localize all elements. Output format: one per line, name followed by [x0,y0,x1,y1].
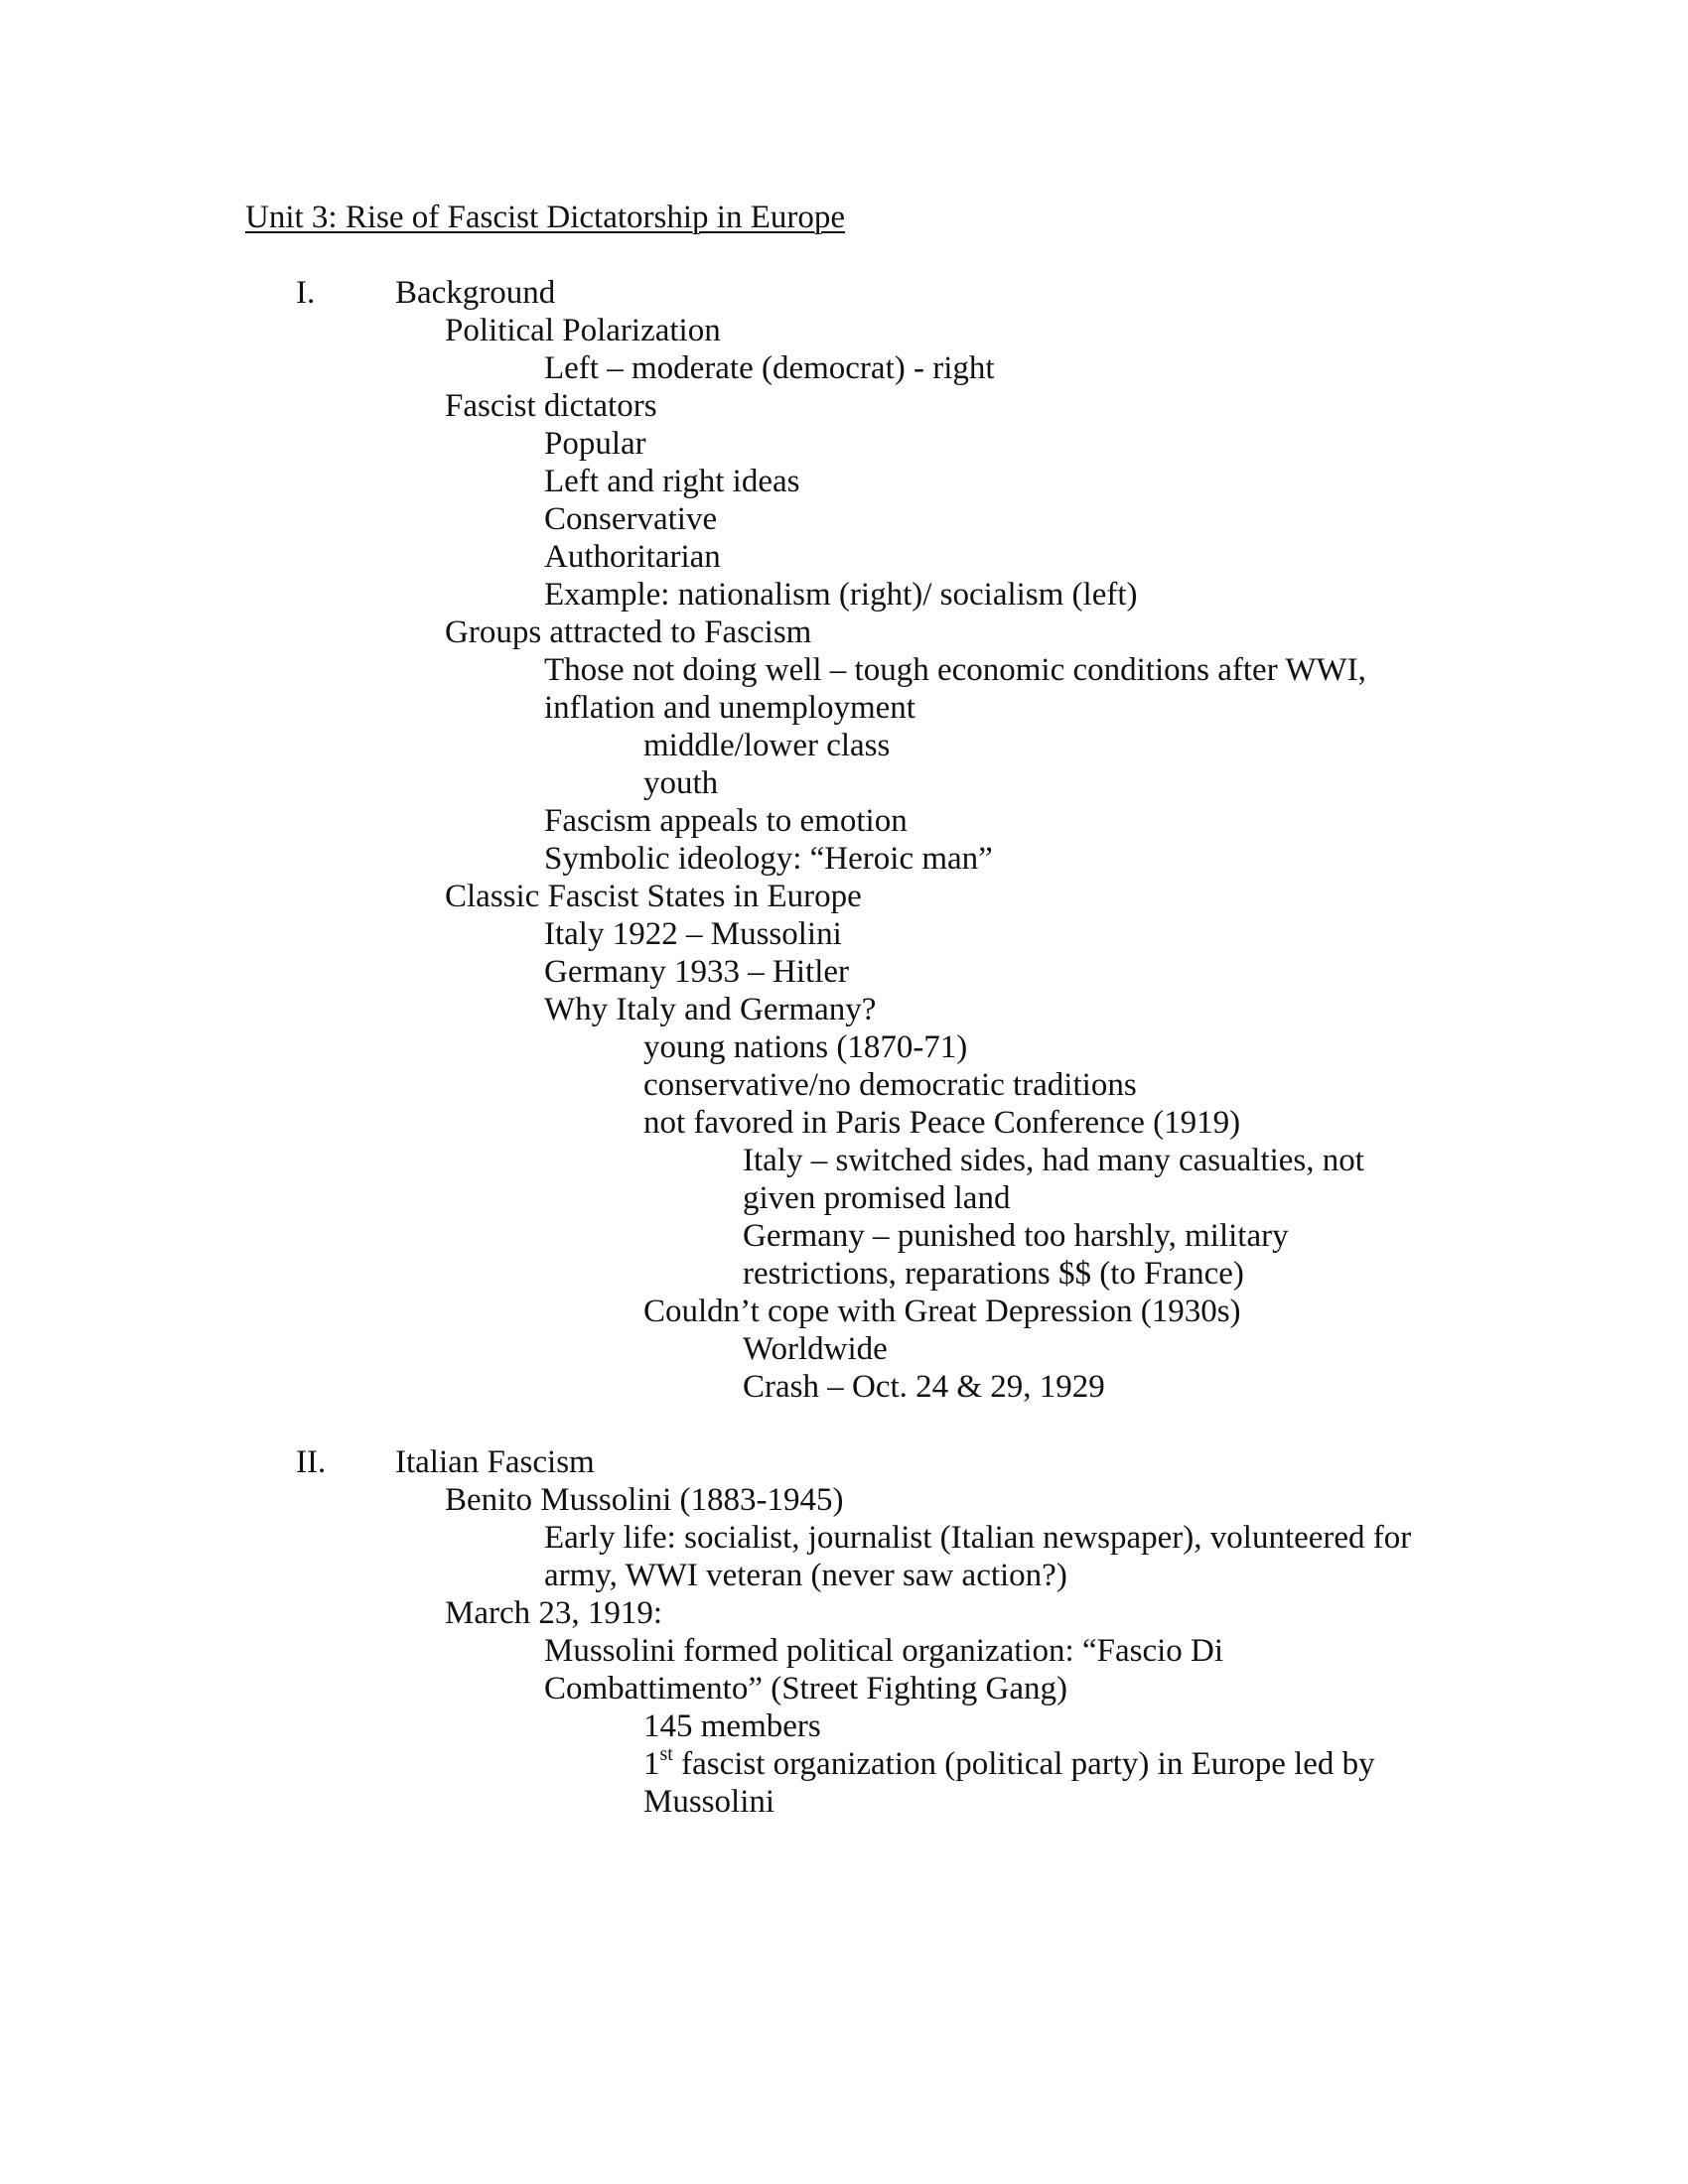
item-text: conservative/no democratic traditions [643,1067,1137,1103]
item-text: given promised land [743,1180,1011,1216]
item-text: restrictions, reparations $$ (to France) [743,1256,1244,1292]
item-text: Example: nationalism (right)/ socialism (left) [544,577,1138,613]
item-text: Worldwide [743,1331,888,1367]
item-text: Combattimento” (Street Fighting Gang) [544,1671,1068,1706]
item-text [643,1745,1375,1783]
item-text: Left – moderate (democrat) - right [544,350,995,386]
item-text: inflation and unemployment [544,690,915,726]
item-text: Italy – switched sides, had many casualties, not [743,1143,1364,1178]
section-marker: II. [296,1444,327,1480]
item-text: Germany – punished too harshly, military [743,1218,1289,1254]
item-text: Left and right ideas [544,464,800,499]
item-text: Classic Fascist States in Europe [445,879,862,914]
item-text-rest: fascist organization (political party) in Europe led by [672,1746,1375,1782]
item-text: Political Polarization [445,313,721,348]
item-text: young nations (1870-71) [643,1029,968,1065]
item-text: Those not doing well – tough economic conditions after WWI, [544,652,1366,688]
item-text: Symbolic ideology: “Heroic man” [544,841,993,877]
item-text: 145 members [643,1708,821,1744]
item-text: Early life: socialist, journalist (Italian newspaper), volunteered for [544,1520,1412,1556]
item-text: Groups attracted to Fascism [445,614,812,650]
item-text: Germany 1933 – Hitler [544,954,850,990]
item-text: Mussolini formed political organization: “Fascio Di [544,1633,1224,1669]
item-text: Italy 1922 – Mussolini [544,916,842,952]
item-text: Authoritarian [544,539,721,575]
section-title: Background [395,275,556,311]
item-text: Couldn’t cope with Great Depression (1930s) [643,1294,1241,1329]
section-marker: I. [296,275,316,311]
item-text: Conservative [544,501,718,537]
item-text: Fascist dictators [445,388,657,424]
item-text: Benito Mussolini (1883-1945) [445,1482,844,1518]
item-text: army, WWI veteran (never saw action?) [544,1558,1067,1593]
item-text: not favored in Paris Peace Conference (1919) [643,1105,1241,1141]
section-title: Italian Fascism [395,1444,595,1480]
document-title: Unit 3: Rise of Fascist Dictatorship in Europe [245,200,846,235]
item-text: Mussolini [643,1784,775,1820]
ordinal-number: 1 [643,1746,660,1782]
item-text: youth [643,765,719,801]
ordinal-suffix: st [659,1743,673,1765]
item-text: Why Italy and Germany? [544,992,877,1027]
item-text: Crash – Oct. 24 & 29, 1929 [743,1369,1105,1405]
item-text: Popular [544,426,646,462]
item-text: middle/lower class [643,728,891,763]
item-text: Fascism appeals to emotion [544,803,908,839]
item-text: March 23, 1919: [445,1595,663,1631]
